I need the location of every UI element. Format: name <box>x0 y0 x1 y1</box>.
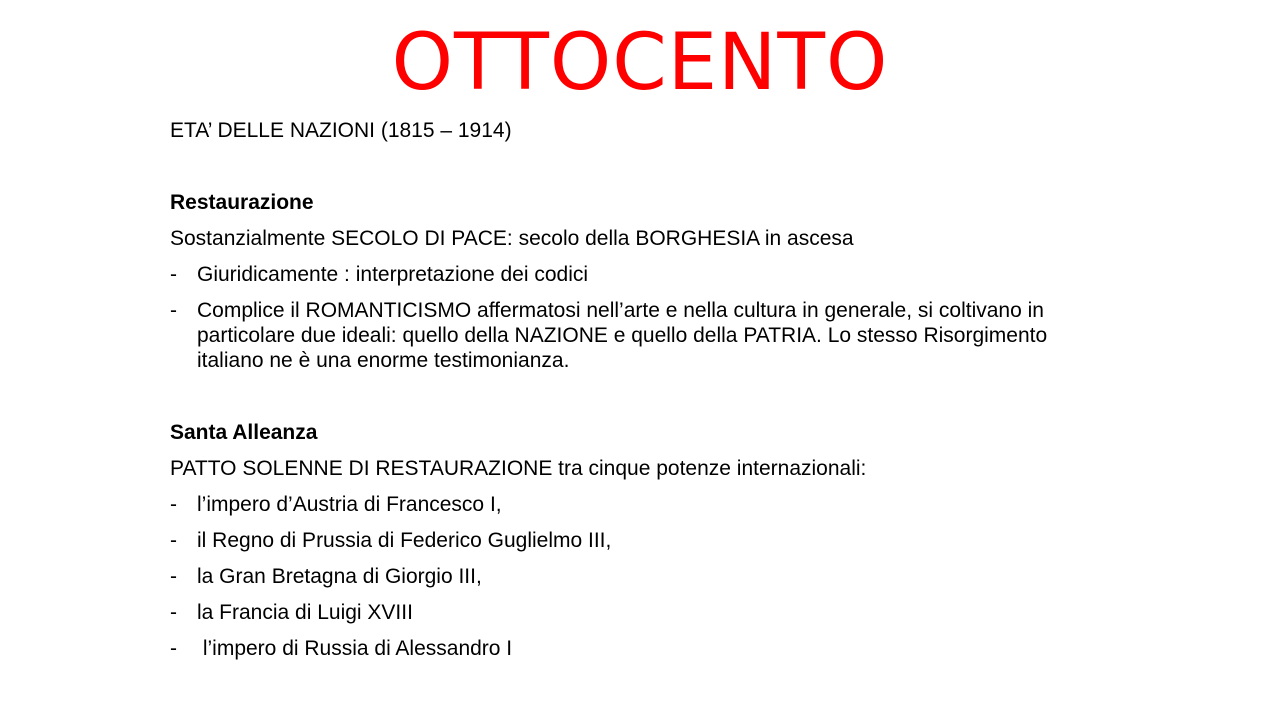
list-item <box>170 262 1110 287</box>
bullet-marker: - <box>170 529 177 552</box>
list-item-text: la Francia di Luigi XVIII <box>197 601 413 624</box>
bullet-marker: - <box>170 493 177 516</box>
bullet-marker: - <box>170 263 177 286</box>
list-item-text: l’impero d’Austria di Francesco I, <box>197 493 502 516</box>
list-item <box>170 492 1110 517</box>
section-intro-restaurazione: Sostanzialmente SECOLO DI PACE: secolo della BORGHESIA in ascesa <box>170 227 854 250</box>
slide-body <box>170 118 1110 661</box>
list-item <box>170 298 1110 373</box>
list-item <box>170 564 1110 589</box>
list-item-text: l’impero di Russia di Alessandro I <box>197 637 513 660</box>
list-item-text: il Regno di Prussia di Federico Guglielmo III, <box>197 529 612 552</box>
bullet-marker: - <box>170 637 177 660</box>
section-heading-santa-alleanza: Santa Alleanza <box>170 421 318 444</box>
bullet-marker: - <box>170 565 177 588</box>
list-item-text: Giuridicamente : interpretazione dei codici <box>197 263 589 286</box>
list-item <box>170 528 1110 553</box>
bullet-marker: - <box>170 299 177 322</box>
section-heading-restaurazione: Restaurazione <box>170 191 314 214</box>
era-line: ETA’ DELLE NAZIONI (1815 – 1914) <box>170 119 512 142</box>
bullet-marker: - <box>170 601 177 624</box>
list-item-text: Complice il ROMANTICISMO affermatosi nell’arte e nella cultura in generale, si coltivano in particolare due ideali: quello della NAZIONE e quello della PATRIA. Lo stesso Risorgimento italiano ne è una enorme testimonianza. <box>197 299 1048 372</box>
section-intro-santa-alleanza: PATTO SOLENNE DI RESTAURAZIONE tra cinque potenze internazionali: <box>170 457 867 480</box>
list-item-text: la Gran Bretagna di Giorgio III, <box>197 565 482 588</box>
list-item <box>170 600 1110 625</box>
list-item <box>170 636 1110 661</box>
slide-title: OTTOCENTO <box>391 18 889 108</box>
